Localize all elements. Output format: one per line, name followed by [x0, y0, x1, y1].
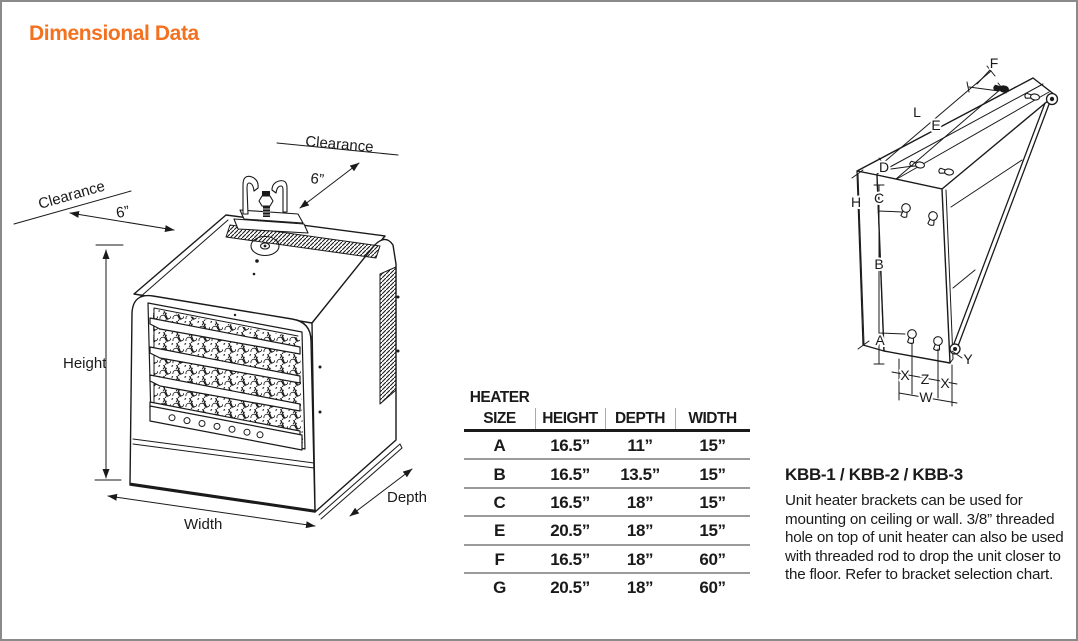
bracket-dim-w: W — [919, 389, 933, 405]
cell-size: E — [494, 521, 505, 541]
cell-height: 16.5” — [550, 436, 590, 456]
row-separator — [464, 572, 750, 574]
bracket-dim-c: C — [873, 190, 885, 206]
table-row — [464, 432, 750, 460]
cell-size: C — [493, 492, 506, 512]
bracket-dim-z: Z — [920, 371, 930, 387]
table-row — [464, 517, 750, 545]
cell-depth: 13.5” — [620, 464, 660, 484]
cell-width: 15” — [699, 464, 726, 484]
cell-width: 15” — [699, 492, 726, 512]
clearance-left-value: 6” — [114, 202, 131, 222]
heater-size-table — [464, 387, 750, 602]
bracket-info-line: the floor. Refer to bracket selection chart. — [785, 566, 1054, 584]
bracket-info-line: with threaded rod to drop the unit closer to — [785, 547, 1061, 565]
bracket-info-line: hole on top of unit heater can also be used — [785, 529, 1064, 547]
bracket-dim-b: B — [874, 256, 884, 272]
cell-height: 20.5” — [550, 521, 590, 541]
table-header-depth: DEPTH — [614, 410, 666, 427]
cell-depth: 18” — [626, 521, 654, 541]
cell-depth: 11” — [627, 436, 653, 456]
bracket-dim-e: E — [931, 117, 941, 133]
cell-height: 20.5” — [550, 578, 590, 598]
clearance-right-value: 6” — [309, 170, 325, 189]
cell-size: A — [493, 436, 506, 456]
cell-size: B — [493, 464, 506, 484]
bracket-dim-d: D — [878, 159, 890, 175]
bracket-dim-f: F — [989, 55, 999, 71]
bracket-dim-x1: X — [900, 367, 910, 383]
bracket-dim-y: Y — [963, 351, 973, 367]
height-label: Height — [63, 355, 107, 372]
row-separator — [464, 544, 750, 546]
row-separator — [464, 487, 750, 489]
header-divider — [605, 408, 606, 429]
cell-height: 16.5” — [550, 549, 590, 569]
table-header-height: HEIGHT — [542, 410, 598, 427]
cell-height: 16.5” — [550, 464, 590, 484]
depth-label: Depth — [387, 489, 428, 506]
cell-size: G — [493, 578, 506, 598]
heater-mounting-bracket — [234, 176, 308, 233]
bracket-dim-a: A — [875, 332, 885, 348]
bracket-info-line: Unit heater brackets can be used for — [785, 492, 1023, 509]
table-row — [464, 546, 750, 574]
header-divider — [675, 408, 676, 429]
cell-width: 15” — [699, 521, 726, 541]
table-row — [464, 460, 750, 488]
kbb-bracket-drawing — [852, 66, 1058, 406]
cell-depth: 18” — [626, 492, 654, 512]
cell-size: F — [494, 549, 505, 569]
table-header-heater-size: HEATER SIZE — [469, 389, 530, 427]
cell-width: 15” — [699, 436, 726, 456]
table-header-width: WIDTH — [688, 410, 737, 427]
row-separator — [464, 458, 750, 460]
row-separator — [464, 515, 750, 517]
cell-width: 60” — [699, 578, 726, 598]
cell-depth: 18” — [626, 578, 654, 598]
clearance-left-label: Clearance — [36, 177, 107, 213]
width-label: Width — [184, 516, 223, 533]
clearance-right-label: Clearance — [304, 133, 375, 156]
bracket-dim-x2: X — [940, 375, 950, 391]
bracket-dim-h: H — [850, 194, 862, 210]
bracket-dim-l: L — [913, 104, 921, 120]
bracket-info-line: mounting on ceiling or wall. 3/8” threaded — [785, 510, 1055, 528]
header-divider — [535, 408, 536, 429]
side-vent-grille — [380, 267, 396, 404]
bracket-info-title: KBB-1 / KBB-2 / KBB-3 — [785, 465, 963, 484]
table-row — [464, 489, 750, 517]
bracket-info-block — [785, 465, 1078, 585]
cell-depth: 18” — [626, 549, 654, 569]
table-row — [464, 574, 750, 602]
cell-height: 16.5” — [550, 492, 590, 512]
cell-width: 60” — [699, 549, 726, 569]
page-title: Dimensional Data — [29, 22, 199, 45]
